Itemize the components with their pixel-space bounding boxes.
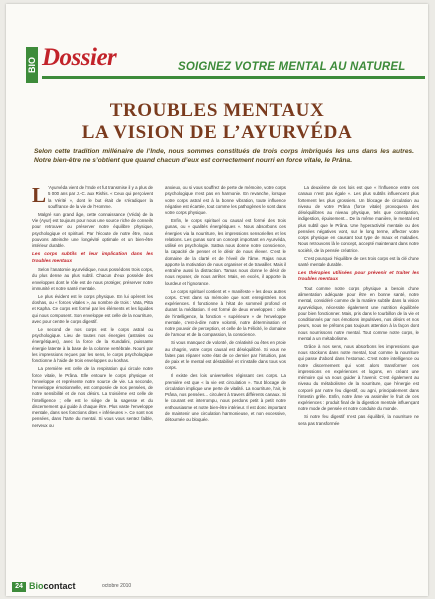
subheading: Les thérapies utilisées pour prévenir et traiter les troubles mentaux bbox=[298, 271, 419, 283]
brand-part-a: Bio bbox=[29, 581, 44, 591]
paragraph: Malgré son grand âge, cette connaissance (Véda) de la Vie (Ayur) est toujours pour nous une source riche de conseils pour retrouver ou préserver notre équilibre physique, psychologique et spirituel. Par l’écoute de notre être, nous pouvons atteindre une longévité optimale et un bien-être intérieur durable. bbox=[32, 211, 153, 249]
article-body bbox=[32, 185, 420, 575]
paragraph: Selon l’anatomie ayurvédique, nous possédons trois corps, du plus dense au plus subtil. Chacun d’eux possède des enveloppes dont le rôle est de nous protéger, préserver notre immunité et notre santé mentale. bbox=[32, 267, 153, 291]
issue-date: octobre 2010 bbox=[102, 583, 132, 589]
paragraph: Si notre feu digestif n’est pas équilibré, la nourriture ne sera pas transformée bbox=[298, 414, 419, 426]
page-number: 24 bbox=[12, 582, 26, 592]
paragraph: Il existe des lois universelles régissant ces corps. La première est que « la vie est circulation ». Tout blocage de circulation implique une perte de vitalité. La nourriture, l’air, le Prâna, nos pensées... circulent à travers différents canaux. Si le courant est interrompu, nous perdons petit à petit notre enthousiasme et notre bien-être intérieur. Il est donc important de maintenir une circulation harmonieuse, et non excessive, détournée ou bloquée. bbox=[165, 373, 286, 423]
drop-cap: L bbox=[32, 183, 47, 207]
article-title-line-2: LA VISION DE L’AYURVÉDA bbox=[81, 122, 353, 143]
magazine-page bbox=[6, 4, 428, 596]
paragraph: Grâce à nos sens, nous absorbons les impressions que nous stockons dans notre mental, tout comme la nourriture qui passe d’abord dans l’estomac. C’est notre intelligence ou notre discernement qui vont alors transformer ces impressions en expériences et logons, en créant une mémoire qui va nous guider à l’avenir. C’est également au niveau du métabolisme de la nourriture, que l’énergie est corporé par notre feu digestif, ou agni, principalement dans l’intestin grêle. Enfin, notre âme va assimiler le fruit de ces expériences : produit final de la digestion mentale influençant notre mode de pensée et notre conduite du monde. bbox=[298, 343, 419, 412]
section-label: Dossier bbox=[42, 44, 117, 71]
paragraph bbox=[32, 185, 153, 210]
paragraph: Si vous manquez de volonté, de créativité ou êtes en proie au chagrin, votre corps causal est déséquilibré. Si vous ne faites pas réparer votre état de ce dernier par l’intuition, pas de paix et le mental est déstabilisé et s’installe dans tous vos corps. bbox=[165, 340, 286, 371]
magazine-brand bbox=[29, 581, 76, 591]
paragraph: Le plus évident est le corps physique. En lui opèrent les doshas, ou « forces vitales », au nombre de trois : Vata, Pitta et Kapha. Ce corps est formé par les éléments et les liquides qui nous composent. Son enveloppe est celle de la nourriture, avec pour centre le corps digestif. bbox=[32, 293, 153, 324]
paragraph: Le second de nos corps est le corps astral ou psychologique. Lieu de toutes nos énergies (astrales ou énergétiques), avec la force de la Kundalini, puissante énergie latente à la base de la colonne vertébrale. Nourri par les impressions reçues par les sens, le corps psychologique fonctionne à l’aide de trois enveloppes ou koshas. bbox=[32, 326, 153, 364]
paragraph: Le corps spirituel contient et « manifeste » les deux autres corps. C’est dans sa mémoire que sont enregistrées nos expériences. Il fonctionne à l’état de sommeil profond et durant la méditation. Il est formé de deux enveloppes : celle de l’intelligence, la fonction « supérieure » de l’enveloppe mentale, c’est-à-dire notre volonté, notre détermination et notre pouvoir de perception, et celle de la Félicité, le domaine de l’amour et de la compassion, la conscience. bbox=[165, 288, 286, 338]
paragraph: Enfin, le corps spirituel ou causal est formé des trois gunas, ou « qualités énergétiques ». Nous absorbons ces énergies via la nourriture, les impressions sensorielles et les relations. Les gunas sont un concept important en Ayurvéda, utilisé en psychologie. Sattva nous donne notre conscience, la capacité de penser et le désir de nous élever. C’est le domaine de la clarté et de l’éveil de l’âme. Rajas nous apporte la motivation de nous organiser et de travailler. Mais il entraîne aussi la distraction. Tamas nous donne le désir de nous reposer, de nous arrêter. Mais, en excès, il apporte la lourdeur et l’ignorance. bbox=[165, 218, 286, 286]
brand-part-b: contact bbox=[43, 581, 76, 591]
subheading: Les corps subtils et leur implication dans les troubles mentaux bbox=[32, 252, 153, 264]
header-rule bbox=[42, 76, 425, 79]
paragraph: anxieux, ou si vous souffrez de perte de mémoire, votre corps psychologique n’est pas en harmonie. En revanche, lorsque votre corps astral est à la bonne vibration, toute influence négative est écartée, tout comme les pathogènes le sont dans votre corps physique. bbox=[165, 185, 286, 215]
paragraph: La deuxième de ces lois est que « l’influence entre ces canaux n’est pas égale ». Les plus subtils influencent plus fortement les plus grossiers. Un blocage de circulation au niveau de votre Prâna (force vitale) provoquera des déséquilibres au niveau physique, tels que constipation, indigestion, épuisement... De la même manière, le mental est plus subtil que le Prâna. Une hyperactivité mentale ou des pensées négatives vont, sur le long terme, affecter votre corps physique en causant tout type de maux et maladies. Nous retrouvons là le concept, accepté maintenant dans notre société, de la pensée créatrice. bbox=[298, 185, 419, 253]
section-kicker: SOIGNEZ VOTRE MENTAL AU NATUREL bbox=[178, 61, 406, 73]
bio-section-tag: BIO bbox=[26, 47, 38, 83]
column-2 bbox=[165, 185, 286, 425]
paragraph: La première est celle de la respiration qui circule notre force vitale, le Prâna. Elle entoure le corps physique et l’enveloppe et représente notre source de vie. La seconde, l’enveloppe émotionnelle, est composée de nos pensées, de notre sensibilité et de nos désirs. La troisième est celle de l’intelligence ; elle est le siège de la sagesse et du discernement qui guide à chaque être. Plus vaste l’enveloppe mentale, dans ses fonctions dites « inférieures ». Ce sont nos pensées, dans l’tarte du mental. Si vous vous sentez faible, nerveux ou bbox=[32, 366, 153, 428]
column-3 bbox=[298, 185, 419, 429]
article-title-line-1: TROUBLES MENTAUX bbox=[109, 100, 325, 121]
column-1 bbox=[32, 185, 153, 431]
paragraph: C’est pourquoi l’équilibre de ces trois corps est la clé d’une santé mentale durable. bbox=[298, 255, 419, 267]
paragraph-text: ’Ayurvéda vient de l’Inde et fut transmise il y a plus de 5 000 ans par J.-C. aux Rishis. « Ceux qui perçoivent la Vérité », dont le but était de s’éradiquer la souffrance de la vie de l’Homme. bbox=[48, 185, 153, 209]
paragraph: Tout comme notre corps physique a besoin d’une alimentation adéquate pour être en bonne santé, notre mental, considéré comme de la matière subtile dans la vision ayurvédique, nécessite également une nutrition équilibrée pour bien fonctionner. Mais, pris dans le tourbillon de la vie et conditionnés par nos émotions impulsives, nos désirs et nos peurs, nous ne prêtons pas toujours attention à la façon dont nous nourrissons notre mental. Tout comme notre corps, le mental a un métabolisme. bbox=[298, 285, 419, 341]
article-lead: Selon cette tradition millénaire de l’Inde, nous sommes constitués de trois corps imbriqués les uns dans les autres. Notre bien-être ne s’obtient que quand chacun d’eux est correctement nourri en force vitale, le Prâna. bbox=[34, 148, 414, 165]
